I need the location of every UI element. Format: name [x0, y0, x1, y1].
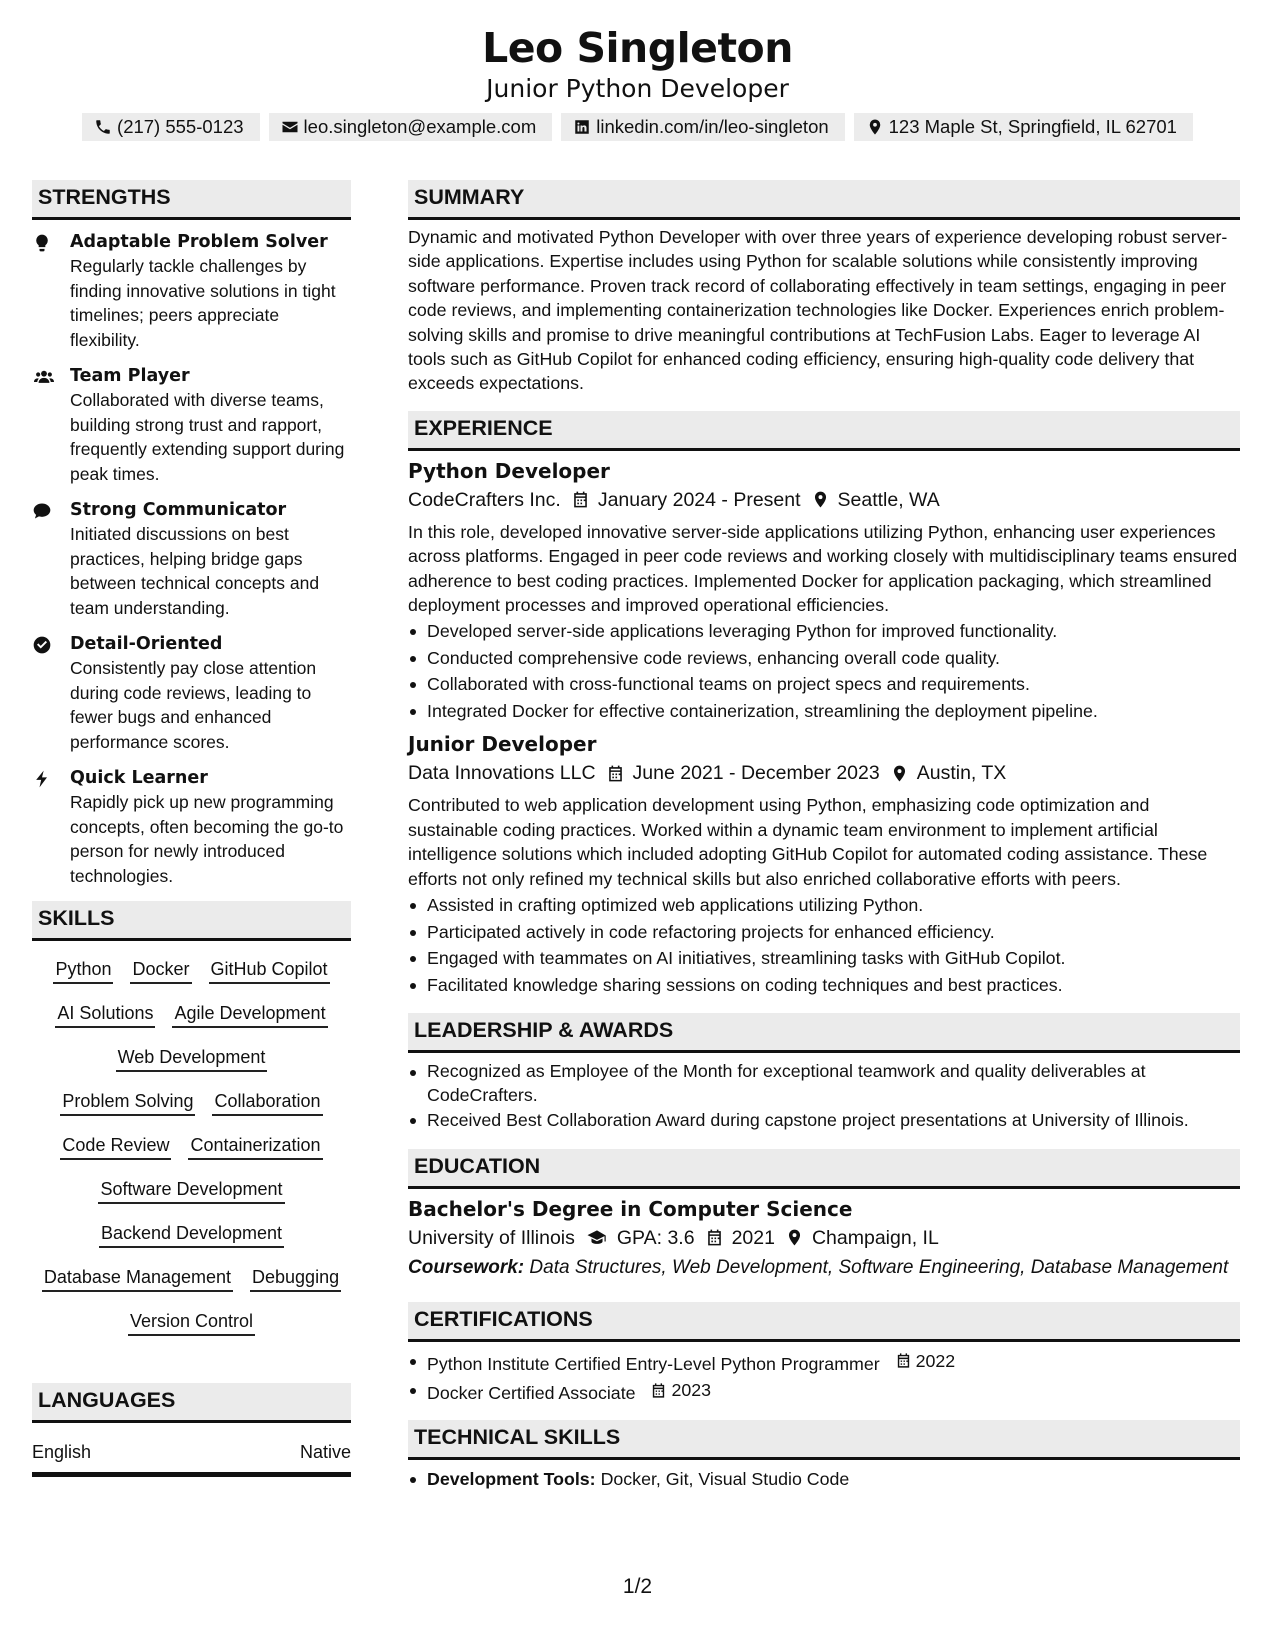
job-bullets: [408, 618, 1240, 724]
calendar-icon: [606, 764, 625, 783]
education-meta: [408, 1223, 1240, 1253]
tech-skill-value: Docker, Git, Visual Studio Code: [600, 1469, 850, 1490]
contact-email[interactable]: [269, 113, 553, 141]
certifications-section: [408, 1302, 1240, 1407]
awards-list: [408, 1059, 1240, 1134]
coursework-label: Coursework:: [408, 1256, 525, 1278]
skill-tag: Version Control: [128, 1309, 255, 1336]
skill-tag: Python: [53, 957, 113, 984]
contact-email-text[interactable]: leo.singleton@example.com: [303, 116, 537, 137]
skill-tag: AI Solutions: [55, 1001, 155, 1028]
experience-section: [408, 411, 1240, 998]
candidate-name: Leo Singleton: [482, 24, 793, 72]
strength-desc: Rapidly pick up new programming concepts, often becoming the go-to person for newly introduced technologies.: [70, 792, 344, 886]
skills-section: [32, 901, 351, 1336]
experience-heading: EXPERIENCE: [408, 411, 1240, 451]
skill-tag: GitHub Copilot: [209, 957, 330, 984]
left-column: [32, 180, 351, 1477]
strengths-list: [32, 231, 351, 888]
awards-section: [408, 1013, 1240, 1134]
school-location: Champaign, IL: [811, 1226, 939, 1249]
cert-name: Docker Certified Associate: [427, 1382, 636, 1403]
list-item: [408, 1466, 1240, 1493]
calendar-icon: [705, 1228, 724, 1247]
job-role: Junior Developer: [408, 732, 597, 757]
awards-heading: LEADERSHIP & AWARDS: [408, 1013, 1240, 1053]
job-company: Data Innovations LLC: [408, 762, 596, 785]
skills-list: [32, 941, 351, 1336]
job-entry: [408, 730, 1240, 998]
certifications-heading: CERTIFICATIONS: [408, 1302, 1240, 1342]
lightbulb-icon: [32, 233, 52, 253]
skill-tag: Collaboration: [212, 1089, 322, 1116]
skill-tag: Agile Development: [172, 1001, 327, 1028]
list-item: Integrated Docker for effective containerization, streamlining the deployment pipeline.: [408, 698, 1240, 725]
right-column: [408, 180, 1240, 1493]
skill-tag: Problem Solving: [60, 1089, 195, 1116]
job-bullets: [408, 892, 1240, 998]
school-name: University of Illinois: [408, 1226, 575, 1249]
list-item: Engaged with teammates on AI initiatives, streamlining tasks with GitHub Copilot.: [408, 945, 1240, 972]
job-location: Austin, TX: [916, 762, 1007, 785]
calendar-icon: [650, 1382, 667, 1399]
contact-address: [854, 113, 1193, 141]
list-item: Developed server-side applications leveraging Python for improved functionality.: [408, 618, 1240, 645]
strength-desc: Consistently pay close attention during code reviews, leading to fewer bugs and enhanced performance scores.: [70, 658, 317, 752]
job-meta: [408, 758, 1240, 788]
list-item: [408, 1377, 1240, 1406]
strength-item: [32, 365, 351, 486]
skills-heading: SKILLS: [32, 901, 351, 941]
strength-title: Detail-Oriented: [70, 634, 223, 654]
technical-skills-section: [408, 1420, 1240, 1493]
job-dates: June 2021 - December 2023: [632, 762, 880, 785]
job-location: Seattle, WA: [837, 488, 940, 511]
tech-skill-label: Development Tools:: [427, 1469, 596, 1490]
map-pin-icon: [785, 1228, 804, 1247]
summary-section: [408, 180, 1240, 396]
summary-heading: SUMMARY: [408, 180, 1240, 220]
calendar-icon: [571, 490, 590, 509]
list-item: Facilitated knowledge sharing sessions on coding techniques and best practices.: [408, 972, 1240, 999]
contact-address-text: 123 Maple St, Springfield, IL 62701: [888, 116, 1177, 137]
linkedin-icon: [573, 118, 591, 136]
skill-tag: Database Management: [42, 1265, 233, 1292]
language-name: English: [32, 1442, 92, 1462]
strength-title: Team Player: [70, 366, 190, 386]
strength-desc: Collaborated with diverse teams, building strong trust and rapport, frequently extending support during peak times.: [70, 390, 345, 484]
calendar-icon: [895, 1352, 912, 1369]
strength-item: [32, 231, 351, 352]
list-item: Conducted comprehensive code reviews, enhancing overall code quality.: [408, 645, 1240, 672]
job-title: Junior Python Developer: [486, 74, 789, 103]
map-pin-icon: [866, 118, 884, 136]
list-item: Collaborated with cross-functional teams on project specs and requirements.: [408, 671, 1240, 698]
contact-phone: [82, 113, 260, 141]
page-number: 1/2: [622, 1575, 653, 1598]
strength-item: [32, 499, 351, 620]
skill-tag: Software Development: [98, 1177, 284, 1204]
skill-tag: Debugging: [250, 1265, 341, 1292]
job-entry: [408, 457, 1240, 725]
map-pin-icon: [890, 764, 909, 783]
strength-item: [32, 767, 351, 888]
skill-tag: Code Review: [60, 1133, 171, 1160]
job-description: Contributed to web application development using Python, emphasizing code optimization and sustainable coding practices. Worked within a dynamic team environment to implement artificial intelligence solutions which included adopting GitHub Copilot for automated coding assistance. These efforts not only refined my technical skills but also enriched collaborative efforts with peers.: [408, 795, 1208, 889]
contact-bar: [0, 113, 1275, 141]
strength-title: Strong Communicator: [70, 500, 287, 520]
skill-tag: Docker: [130, 957, 191, 984]
summary-text: Dynamic and motivated Python Developer with over three years of experience developing robust server-side applications. Expertise includes using Python for scalable solutions while consistently improving software performance. Proven track record of collaborating effectively in team settings, engaging in peer code reviews, and implementing containerization technologies like Docker. Experiences enrich problem-solving skills and promise to drive meaningful contributions at TechFusion Labs. Eager to leverage AI tools such as GitHub Copilot for enhanced coding efficiency, ensuring high-quality code delivery that exceeds expectations.: [408, 227, 1228, 394]
strengths-heading: STRENGTHS: [32, 180, 351, 220]
map-pin-icon: [811, 490, 830, 509]
skill-tag: Containerization: [188, 1133, 322, 1160]
strength-desc: Regularly tackle challenges by finding innovative solutions in tight timelines; peers appreciate flexibility.: [70, 256, 336, 350]
list-item: [408, 1348, 1240, 1377]
coursework: [408, 1256, 1240, 1280]
languages-heading: LANGUAGES: [32, 1383, 351, 1423]
users-icon: [32, 367, 56, 387]
list-item: Participated actively in code refactoring projects for enhanced efficiency.: [408, 919, 1240, 946]
list-item: Received Best Collaboration Award during capstone project presentations at University of Illinois.: [408, 1107, 1240, 1134]
education-heading: EDUCATION: [408, 1149, 1240, 1189]
contact-linkedin-text[interactable]: linkedin.com/in/leo-singleton: [596, 116, 829, 137]
cert-name: Python Institute Certified Entry-Level Python Programmer: [427, 1353, 880, 1374]
education-section: [408, 1149, 1240, 1280]
gpa: GPA: 3.6: [616, 1226, 695, 1249]
graduation-year: 2021: [731, 1226, 775, 1249]
graduation-cap-icon: [585, 1228, 609, 1247]
skill-tag: Web Development: [116, 1045, 268, 1072]
skill-tag: Backend Development: [99, 1221, 284, 1248]
cert-year: 2022: [915, 1350, 956, 1371]
list-item: Recognized as Employee of the Month for exceptional teamwork and quality deliverables at CodeCrafters.: [408, 1059, 1240, 1107]
job-meta: [408, 485, 1240, 515]
job-dates: January 2024 - Present: [597, 488, 801, 511]
technical-skills-list: [408, 1466, 1240, 1493]
job-description: In this role, developed innovative server-side applications utilizing Python, enhancing user experiences across platforms. Engaged in peer code reviews and working closely with multidisciplinary teams ensured adherence to best coding practices. Implemented Docker for application packaging, which streamlined deployment processes and improved operational efficiencies.: [408, 521, 1238, 616]
speech-bubble-icon: [32, 501, 52, 521]
phone-icon: [94, 118, 112, 136]
contact-phone-text: (217) 555-0123: [117, 116, 244, 137]
degree: Bachelor's Degree in Computer Science: [408, 1196, 853, 1221]
coursework-list: Data Structures, Web Development, Software Engineering, Database Management: [529, 1256, 1229, 1278]
strength-title: Quick Learner: [70, 768, 208, 788]
languages-section: [32, 1383, 351, 1477]
language-level: Native: [299, 1442, 351, 1462]
check-circle-icon: [32, 635, 52, 655]
envelope-icon: [281, 118, 299, 136]
strength-item: [32, 633, 351, 754]
cert-year: 2023: [671, 1379, 712, 1400]
strength-title: Adaptable Problem Solver: [70, 232, 328, 252]
certifications-list: [408, 1348, 1240, 1407]
strength-desc: Initiated discussions on best practices, helping bridge gaps between technical concepts and team understanding.: [70, 524, 320, 618]
job-role: Python Developer: [408, 458, 610, 483]
language-item: [32, 1423, 351, 1477]
technical-skills-heading: TECHNICAL SKILLS: [408, 1420, 1240, 1460]
resume-header: [0, 0, 1275, 141]
lightning-bolt-icon: [32, 769, 52, 789]
contact-linkedin[interactable]: [561, 113, 844, 141]
job-company: CodeCrafters Inc.: [408, 488, 561, 511]
list-item: Assisted in crafting optimized web applications utilizing Python.: [408, 892, 1240, 919]
